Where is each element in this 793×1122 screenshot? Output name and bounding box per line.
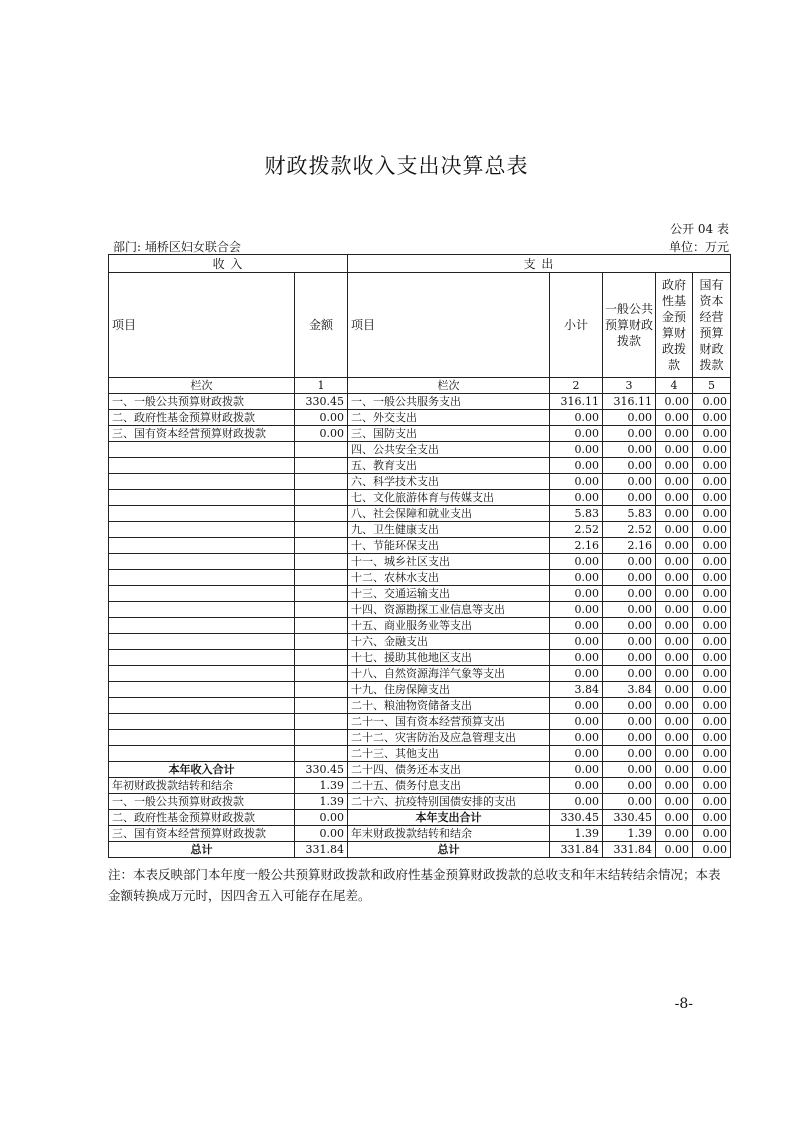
general-budget-cell: 0.00 [603,650,656,666]
col-index-3: 3 [603,378,656,394]
expense-item-cell: 十八、自然资源海洋气象等支出 [348,666,550,682]
state-capital-cell: 0.00 [693,442,731,458]
subtotal-cell: 0.00 [550,714,603,730]
income-item-cell: 一、一般公共预算财政拨款 [109,394,295,410]
income-item-cell [109,570,295,586]
state-capital-cell: 0.00 [693,778,731,794]
income-item-cell: 三、国有资本经营预算财政拨款 [109,826,295,842]
subtotal-cell: 3.84 [550,682,603,698]
income-item-cell [109,730,295,746]
subtotal-cell: 0.00 [550,634,603,650]
state-capital-cell: 0.00 [693,426,731,442]
income-item-cell [109,650,295,666]
income-amount-cell [295,650,348,666]
income-amount-header: 金额 [295,273,348,378]
table-row [109,714,731,730]
expense-section-header: 支 出 [348,255,731,273]
general-budget-cell: 0.00 [603,634,656,650]
income-item-cell [109,474,295,490]
expense-item-cell: 十五、商业服务业等支出 [348,618,550,634]
expense-item-cell: 本年支出合计 [348,810,550,826]
fund-budget-cell: 0.00 [656,778,693,794]
state-capital-cell: 0.00 [693,586,731,602]
page-title: 财政拨款收入支出决算总表 [264,154,529,178]
fund-budget-cell: 0.00 [656,554,693,570]
fund-budget-cell: 0.00 [656,458,693,474]
fund-budget-cell: 0.00 [656,570,693,586]
general-budget-cell: 0.00 [603,570,656,586]
table-row [109,634,731,650]
state-capital-cell: 0.00 [693,682,731,698]
income-amount-cell [295,730,348,746]
state-capital-cell: 0.00 [693,602,731,618]
expense-item-cell: 一、一般公共服务支出 [348,394,550,410]
expense-item-cell: 六、科学技术支出 [348,474,550,490]
table-row [109,618,731,634]
income-amount-cell [295,618,348,634]
subtotal-cell: 0.00 [550,586,603,602]
income-item-cell [109,458,295,474]
state-capital-cell: 0.00 [693,618,731,634]
subtotal-cell: 1.39 [550,826,603,842]
state-capital-cell: 0.00 [693,554,731,570]
subtotal-cell: 5.83 [550,506,603,522]
income-item-header: 项目 [109,273,295,378]
table-row [109,458,731,474]
table-row [109,490,731,506]
table-row [109,410,731,426]
income-item-cell [109,618,295,634]
expense-item-cell: 四、公共安全支出 [348,442,550,458]
general-budget-cell: 0.00 [603,602,656,618]
income-amount-cell [295,522,348,538]
income-amount-cell [295,698,348,714]
page-number: -8- [674,996,693,1012]
table-row [109,762,731,778]
state-capital-cell: 0.00 [693,410,731,426]
general-budget-cell: 0.00 [603,778,656,794]
income-section-header: 收 入 [109,255,348,273]
general-budget-cell: 0.00 [603,666,656,682]
subtotal-cell: 0.00 [550,762,603,778]
income-amount-cell [295,442,348,458]
fund-budget-header: 政府性基金预算财政拨款 [656,273,693,378]
table-row [109,426,731,442]
state-capital-cell: 0.00 [693,666,731,682]
general-budget-cell: 2.52 [603,522,656,538]
income-amount-cell: 330.45 [295,394,348,410]
general-budget-cell: 0.00 [603,442,656,458]
general-budget-cell: 0.00 [603,554,656,570]
expense-item-cell: 十二、农林水支出 [348,570,550,586]
state-capital-cell: 0.00 [693,490,731,506]
subtotal-cell: 0.00 [550,570,603,586]
table-row [109,506,731,522]
fund-budget-cell: 0.00 [656,394,693,410]
table-row [109,810,731,826]
general-budget-cell: 0.00 [603,490,656,506]
expense-item-cell: 十三、交通运输支出 [348,586,550,602]
fund-budget-cell: 0.00 [656,746,693,762]
column-index-row [109,378,731,394]
unit-label: 单位：万元 [668,240,729,254]
general-budget-cell: 3.84 [603,682,656,698]
fund-budget-cell: 0.00 [656,442,693,458]
expense-item-cell: 二十二、灾害防治及应急管理支出 [348,730,550,746]
table-row [109,794,731,810]
income-item-cell [109,522,295,538]
subtotal-cell: 0.00 [550,666,603,682]
expense-item-cell: 二十五、债务付息支出 [348,778,550,794]
fund-budget-cell: 0.00 [656,810,693,826]
income-item-cell [109,698,295,714]
income-amount-cell: 0.00 [295,826,348,842]
expense-item-cell: 二十四、债务还本支出 [348,762,550,778]
fund-budget-cell: 0.00 [656,714,693,730]
income-item-cell [109,666,295,682]
income-amount-cell [295,634,348,650]
subtotal-cell: 0.00 [550,618,603,634]
income-item-cell [109,490,295,506]
general-budget-cell: 0.00 [603,794,656,810]
expense-item-cell: 总计 [348,842,550,858]
subtotal-cell: 0.00 [550,490,603,506]
state-capital-cell: 0.00 [693,634,731,650]
col-index-label: 栏次 [109,378,295,394]
general-budget-cell: 0.00 [603,458,656,474]
fund-budget-cell: 0.00 [656,490,693,506]
subtotal-cell: 0.00 [550,554,603,570]
income-amount-cell: 1.39 [295,794,348,810]
footnote: 注：本表反映部门本年度一般公共预算财政拨款和政府性基金预算财政拨款的总收支和年末结转结余情况；本表金额转换成万元时，因四舍五入可能存在尾差。 [108,867,721,903]
fund-budget-cell: 0.00 [656,730,693,746]
income-amount-cell: 0.00 [295,410,348,426]
subtotal-cell: 0.00 [550,602,603,618]
income-item-cell [109,538,295,554]
fund-budget-cell: 0.00 [656,794,693,810]
fund-budget-cell: 0.00 [656,586,693,602]
general-budget-cell: 0.00 [603,730,656,746]
general-budget-cell: 0.00 [603,762,656,778]
income-item-cell: 二、政府性基金预算财政拨款 [109,410,295,426]
income-item-cell: 一、一般公共预算财政拨款 [109,794,295,810]
general-budget-header: 一般公共预算财政拨款 [603,273,656,378]
state-capital-cell: 0.00 [693,650,731,666]
income-item-cell: 三、国有资本经营预算财政拨款 [109,426,295,442]
table-row [109,698,731,714]
table-row [109,394,731,410]
table-row [109,826,731,842]
general-budget-cell: 0.00 [603,474,656,490]
income-amount-cell [295,746,348,762]
general-budget-cell: 330.45 [603,810,656,826]
table-row [109,842,731,858]
fund-budget-cell: 0.00 [656,682,693,698]
subtotal-cell: 0.00 [550,794,603,810]
income-amount-cell [295,538,348,554]
form-number: 公开 04 表 [670,222,729,236]
subtotal-cell: 0.00 [550,650,603,666]
col-index-4: 4 [656,378,693,394]
fund-budget-cell: 0.00 [656,506,693,522]
fund-budget-cell: 0.00 [656,474,693,490]
expense-item-cell: 二十六、抗疫特别国债安排的支出 [348,794,550,810]
table-row [109,442,731,458]
fund-budget-cell: 0.00 [656,762,693,778]
fund-budget-cell: 0.00 [656,410,693,426]
state-capital-cell: 0.00 [693,394,731,410]
state-capital-cell: 0.00 [693,842,731,858]
income-item-cell: 年初财政拨款结转和结余 [109,778,295,794]
income-amount-cell: 0.00 [295,810,348,826]
income-amount-cell [295,602,348,618]
budget-table [108,254,731,858]
table-row [109,650,731,666]
subtotal-cell: 2.52 [550,522,603,538]
general-budget-cell: 0.00 [603,618,656,634]
income-item-cell [109,746,295,762]
general-budget-cell: 331.84 [603,842,656,858]
state-capital-cell: 0.00 [693,522,731,538]
income-amount-cell: 1.39 [295,778,348,794]
subtotal-cell: 0.00 [550,730,603,746]
fund-budget-cell: 0.00 [656,826,693,842]
income-amount-cell [295,682,348,698]
fund-budget-cell: 0.00 [656,842,693,858]
income-item-cell: 二、政府性基金预算财政拨款 [109,810,295,826]
table-row [109,538,731,554]
col-index-label-2: 栏次 [348,378,550,394]
income-amount-cell [295,666,348,682]
expense-item-cell: 十七、援助其他地区支出 [348,650,550,666]
fund-budget-cell: 0.00 [656,698,693,714]
table-row [109,746,731,762]
state-capital-cell: 0.00 [693,714,731,730]
income-amount-cell: 0.00 [295,426,348,442]
expense-item-cell: 二十一、国有资本经营预算支出 [348,714,550,730]
subtotal-header: 小计 [550,273,603,378]
expense-item-cell: 五、教育支出 [348,458,550,474]
income-item-cell [109,442,295,458]
expense-item-cell: 十、节能环保支出 [348,538,550,554]
section-header-row [109,255,731,273]
state-capital-cell: 0.00 [693,826,731,842]
state-capital-cell: 0.00 [693,794,731,810]
state-capital-cell: 0.00 [693,810,731,826]
fund-budget-cell: 0.00 [656,602,693,618]
fund-budget-cell: 0.00 [656,666,693,682]
general-budget-cell: 0.00 [603,714,656,730]
general-budget-cell: 0.00 [603,698,656,714]
income-item-cell [109,602,295,618]
expense-item-cell: 年末财政拨款结转和结余 [348,826,550,842]
fund-budget-cell: 0.00 [656,522,693,538]
general-budget-cell: 0.00 [603,586,656,602]
expense-item-cell: 十四、资源勘探工业信息等支出 [348,602,550,618]
subtotal-cell: 0.00 [550,442,603,458]
income-item-cell [109,682,295,698]
table-row [109,586,731,602]
income-amount-cell [295,458,348,474]
table-row [109,554,731,570]
subtotal-cell: 2.16 [550,538,603,554]
general-budget-cell: 2.16 [603,538,656,554]
subtotal-cell: 0.00 [550,458,603,474]
income-item-cell: 总计 [109,842,295,858]
table-row [109,778,731,794]
income-item-cell [109,554,295,570]
state-capital-cell: 0.00 [693,474,731,490]
income-amount-cell: 330.45 [295,762,348,778]
expense-item-cell: 十九、住房保障支出 [348,682,550,698]
fund-budget-cell: 0.00 [656,650,693,666]
table-row [109,602,731,618]
subtotal-cell: 331.84 [550,842,603,858]
state-capital-cell: 0.00 [693,698,731,714]
state-capital-cell: 0.00 [693,570,731,586]
subtotal-cell: 330.45 [550,810,603,826]
income-amount-cell [295,554,348,570]
subtotal-cell: 0.00 [550,426,603,442]
expense-item-cell: 二十、粮油物资储备支出 [348,698,550,714]
fund-budget-cell: 0.00 [656,538,693,554]
col-index-1: 1 [295,378,348,394]
income-amount-cell [295,474,348,490]
general-budget-cell: 1.39 [603,826,656,842]
table-row [109,522,731,538]
income-item-cell [109,714,295,730]
income-item-cell [109,506,295,522]
subtotal-cell: 0.00 [550,410,603,426]
fund-budget-cell: 0.00 [656,618,693,634]
expense-item-cell: 二、外交支出 [348,410,550,426]
income-amount-cell [295,570,348,586]
income-amount-cell [295,714,348,730]
state-capital-cell: 0.00 [693,730,731,746]
subtotal-cell: 0.00 [550,474,603,490]
state-capital-header: 国有资本经营预算财政拨款 [693,273,731,378]
subtotal-cell: 0.00 [550,698,603,714]
expense-item-cell: 二十三、其他支出 [348,746,550,762]
col-index-5: 5 [693,378,731,394]
expense-item-header: 项目 [348,273,550,378]
expense-item-cell: 九、卫生健康支出 [348,522,550,538]
expense-item-cell: 十六、金融支出 [348,634,550,650]
department-label: 部门: 埇桥区妇女联合会 [113,240,241,254]
table-row [109,682,731,698]
income-amount-cell [295,506,348,522]
income-amount-cell: 331.84 [295,842,348,858]
state-capital-cell: 0.00 [693,538,731,554]
general-budget-cell: 0.00 [603,426,656,442]
state-capital-cell: 0.00 [693,746,731,762]
subtotal-cell: 0.00 [550,778,603,794]
subtotal-cell: 0.00 [550,746,603,762]
state-capital-cell: 0.00 [693,762,731,778]
table-row [109,730,731,746]
table-row [109,666,731,682]
expense-item-cell: 十一、城乡社区支出 [348,554,550,570]
state-capital-cell: 0.00 [693,506,731,522]
table-row [109,474,731,490]
fund-budget-cell: 0.00 [656,634,693,650]
general-budget-cell: 0.00 [603,746,656,762]
state-capital-cell: 0.00 [693,458,731,474]
expense-item-cell: 三、国防支出 [348,426,550,442]
income-amount-cell [295,586,348,602]
income-item-cell: 本年收入合计 [109,762,295,778]
general-budget-cell: 316.11 [603,394,656,410]
column-header-row [109,273,731,378]
income-item-cell [109,634,295,650]
expense-item-cell: 八、社会保障和就业支出 [348,506,550,522]
income-item-cell [109,586,295,602]
table-row [109,570,731,586]
general-budget-cell: 0.00 [603,410,656,426]
fund-budget-cell: 0.00 [656,426,693,442]
general-budget-cell: 5.83 [603,506,656,522]
income-amount-cell [295,490,348,506]
subtotal-cell: 316.11 [550,394,603,410]
expense-item-cell: 七、文化旅游体育与传媒支出 [348,490,550,506]
col-index-2: 2 [550,378,603,394]
